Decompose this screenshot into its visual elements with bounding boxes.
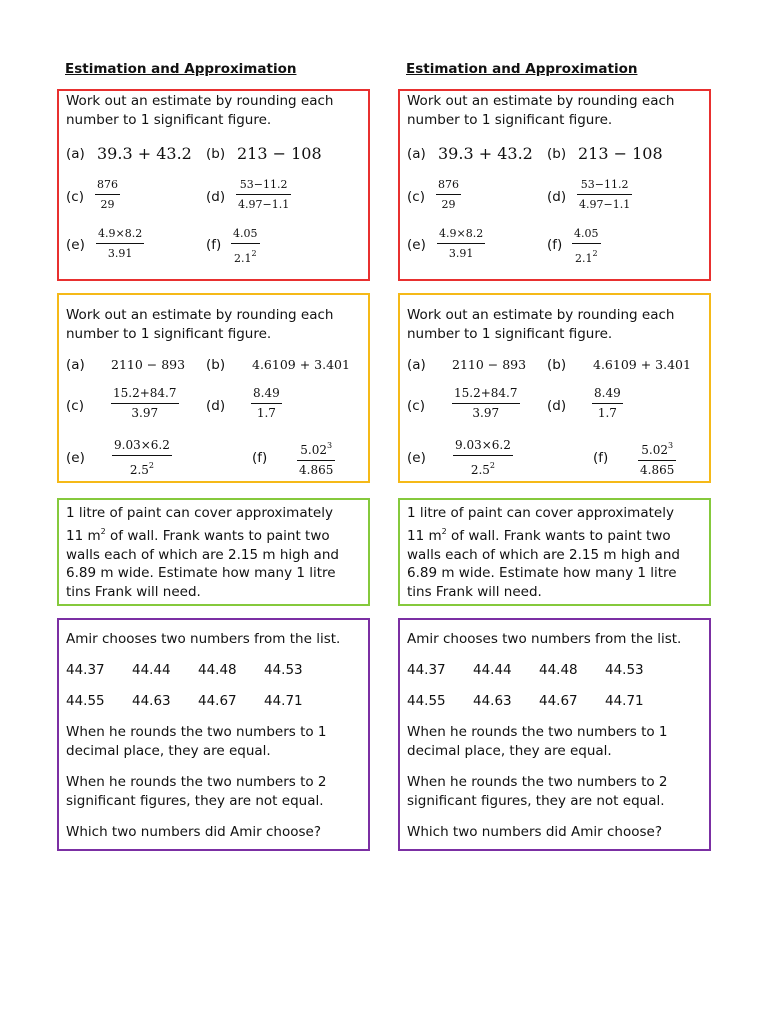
red-question-box — [398, 89, 711, 281]
red-instruction — [66, 92, 333, 130]
part-c-denominator: 29 — [441, 198, 456, 211]
part-e-label: (e) — [66, 450, 85, 466]
number-list-row-1 — [66, 662, 330, 678]
part-e-denominator-exponent: 2 — [489, 461, 496, 470]
paint-problem-line-5: tins Frank will need. — [66, 584, 201, 601]
part-f-denominator-base: 2.1 — [233, 252, 252, 265]
list-number: 44.48 — [539, 662, 578, 678]
decimal-condition-line-2: decimal place, they are equal. — [66, 742, 271, 759]
part-a-expression: 39.3 + 43.2 — [438, 144, 533, 163]
yellow-instruction-line-1: Work out an estimate by rounding each — [407, 307, 675, 323]
list-number: 44.55 — [407, 693, 446, 709]
part-f-numerator — [297, 438, 335, 461]
part-e-fraction — [437, 226, 485, 261]
part-c-label: (c) — [407, 189, 425, 205]
number-list-row-2 — [66, 693, 330, 709]
sig-fig-condition — [407, 773, 668, 811]
part-a-label: (a) — [407, 357, 426, 373]
paint-area-value: 11 m — [407, 527, 442, 544]
decimal-condition-line-1: When he rounds the two numbers to 1 — [407, 724, 668, 740]
part-b-label: (b) — [206, 146, 226, 162]
list-number: 44.71 — [264, 693, 303, 709]
paint-problem-line-5: tins Frank will need. — [407, 584, 542, 601]
part-d-fraction — [592, 386, 623, 421]
decimal-condition — [66, 723, 327, 761]
part-c-fraction — [95, 177, 120, 212]
number-list-row-1 — [407, 662, 671, 678]
paint-problem-text — [407, 504, 680, 602]
part-d-fraction — [251, 386, 282, 421]
part-c-label: (c) — [66, 398, 84, 414]
paint-problem-line-4: 6.89 m wide. Estimate how many 1 litre — [407, 565, 677, 582]
red-instruction — [407, 92, 674, 130]
part-d-numerator: 53−11.2 — [577, 177, 632, 195]
red-instruction-line-1: Work out an estimate by rounding each — [407, 93, 675, 109]
part-e-numerator: 4.9×8.2 — [96, 226, 144, 244]
yellow-question-box — [398, 293, 711, 483]
paint-problem-line-2 — [407, 523, 680, 546]
part-f-numerator-base: 5.02 — [641, 443, 668, 457]
part-e-numerator: 9.03×6.2 — [453, 438, 513, 456]
part-f-fraction — [231, 226, 260, 266]
list-number: 44.48 — [198, 662, 237, 678]
paint-problem-line-4: 6.89 m wide. Estimate how many 1 litre — [66, 565, 336, 582]
list-number: 44.53 — [605, 662, 644, 678]
yellow-question-box — [57, 293, 370, 483]
part-f-numerator-base: 5.02 — [300, 443, 327, 457]
list-number: 44.37 — [407, 662, 446, 678]
part-d-fraction — [236, 177, 291, 212]
yellow-instruction-line-2: number to 1 significant figure. — [407, 325, 613, 342]
part-f-denominator-base: 2.1 — [574, 252, 593, 265]
part-a-expression: 2110 − 893 — [452, 357, 527, 372]
list-number: 44.63 — [473, 693, 512, 709]
sig-fig-condition-line-1: When he rounds the two numbers to 2 — [66, 774, 327, 790]
part-f-denominator-exponent: 2 — [592, 249, 598, 258]
part-c-fraction — [452, 386, 520, 421]
part-c-label: (c) — [407, 398, 425, 414]
list-number: 44.71 — [605, 693, 644, 709]
part-f-fraction — [297, 438, 335, 478]
sig-fig-condition-line-1: When he rounds the two numbers to 2 — [407, 774, 668, 790]
squared-exponent: 2 — [100, 526, 106, 536]
part-f-denominator — [572, 244, 601, 266]
paint-problem-line-3: walls each of which are 2.15 m high and — [66, 546, 339, 563]
paint-area-value: 11 m — [66, 527, 101, 544]
part-d-fraction — [577, 177, 632, 212]
part-b-expression: 4.6109 + 3.401 — [593, 357, 691, 372]
part-e-denominator-base: 2.5 — [470, 463, 490, 477]
list-number: 44.55 — [66, 693, 105, 709]
worksheet-title: Estimation and Approximation — [65, 61, 297, 77]
part-b-expression: 213 − 108 — [237, 144, 322, 163]
part-c-denominator: 3.97 — [131, 406, 159, 420]
amir-question: Which two numbers did Amir choose? — [66, 824, 321, 840]
part-f-numerator: 4.05 — [231, 226, 260, 244]
part-e-denominator-exponent: 2 — [148, 461, 155, 470]
part-b-label: (b) — [206, 357, 226, 373]
part-c-fraction — [436, 177, 461, 212]
part-f-label: (f) — [252, 450, 268, 466]
part-f-numerator: 4.05 — [572, 226, 601, 244]
sig-fig-condition-line-2: significant figures, they are not equal. — [66, 792, 324, 809]
list-number: 44.67 — [198, 693, 237, 709]
sig-fig-condition — [66, 773, 327, 811]
part-c-denominator: 3.97 — [472, 406, 500, 420]
part-f-fraction — [638, 438, 676, 478]
part-b-label: (b) — [547, 146, 567, 162]
part-c-numerator: 876 — [436, 177, 461, 195]
part-b-label: (b) — [547, 357, 567, 373]
part-e-fraction — [453, 438, 513, 478]
part-b-expression: 4.6109 + 3.401 — [252, 357, 350, 372]
part-c-numerator: 876 — [95, 177, 120, 195]
paint-problem-line-2 — [66, 523, 339, 546]
part-e-numerator: 4.9×8.2 — [437, 226, 485, 244]
part-e-denominator: 3.91 — [448, 247, 474, 260]
part-e-label: (e) — [407, 450, 426, 466]
part-d-denominator: 1.7 — [597, 406, 617, 420]
part-f-denominator — [231, 244, 260, 266]
paint-problem-line-3: walls each of which are 2.15 m high and — [407, 546, 680, 563]
part-f-numerator-exponent: 3 — [326, 441, 333, 450]
part-d-label: (d) — [206, 398, 226, 414]
part-f-numerator-exponent: 3 — [667, 441, 674, 450]
part-d-denominator: 1.7 — [256, 406, 276, 420]
part-c-label: (c) — [66, 189, 84, 205]
yellow-instruction-line-2: number to 1 significant figure. — [66, 325, 272, 342]
part-e-fraction — [112, 438, 172, 478]
part-f-denominator: 4.865 — [640, 463, 675, 477]
paint-problem-line-1: 1 litre of paint can cover approximately — [407, 505, 674, 521]
part-e-denominator: 3.91 — [107, 247, 133, 260]
part-d-numerator: 8.49 — [251, 386, 282, 404]
list-number: 44.67 — [539, 693, 578, 709]
purple-question-box — [398, 618, 711, 851]
amir-intro: Amir chooses two numbers from the list. — [407, 631, 682, 647]
part-d-numerator: 53−11.2 — [236, 177, 291, 195]
part-c-denominator: 29 — [100, 198, 115, 211]
part-a-label: (a) — [66, 357, 85, 373]
red-instruction-line-2: number to 1 significant figure. — [66, 111, 272, 128]
part-a-expression: 2110 − 893 — [111, 357, 186, 372]
amir-question: Which two numbers did Amir choose? — [407, 824, 662, 840]
yellow-instruction — [66, 306, 333, 344]
part-e-label: (e) — [407, 237, 426, 253]
part-d-label: (d) — [547, 189, 567, 205]
part-f-label: (f) — [593, 450, 609, 466]
amir-intro: Amir chooses two numbers from the list. — [66, 631, 341, 647]
part-c-numerator: 15.2+84.7 — [111, 386, 179, 404]
part-d-label: (d) — [206, 189, 226, 205]
purple-question-box — [57, 618, 370, 851]
number-list-row-2 — [407, 693, 671, 709]
green-question-box — [57, 498, 370, 606]
decimal-condition-line-2: decimal place, they are equal. — [407, 742, 612, 759]
green-question-box — [398, 498, 711, 606]
part-f-label: (f) — [206, 237, 222, 253]
part-c-numerator: 15.2+84.7 — [452, 386, 520, 404]
red-instruction-line-1: Work out an estimate by rounding each — [66, 93, 334, 109]
part-f-fraction — [572, 226, 601, 266]
part-f-denominator: 4.865 — [299, 463, 334, 477]
part-a-label: (a) — [66, 146, 85, 162]
part-d-denominator: 4.97−1.1 — [579, 198, 631, 211]
worksheet-title: Estimation and Approximation — [406, 61, 638, 77]
part-d-numerator: 8.49 — [592, 386, 623, 404]
yellow-instruction — [407, 306, 674, 344]
part-a-label: (a) — [407, 146, 426, 162]
paint-problem-text — [66, 504, 339, 602]
part-e-numerator: 9.03×6.2 — [112, 438, 172, 456]
part-e-denominator — [453, 456, 513, 478]
part-f-label: (f) — [547, 237, 563, 253]
part-a-expression: 39.3 + 43.2 — [97, 144, 192, 163]
part-e-denominator — [112, 456, 172, 478]
list-number: 44.63 — [132, 693, 171, 709]
part-f-numerator — [638, 438, 676, 461]
list-number: 44.53 — [264, 662, 303, 678]
part-e-label: (e) — [66, 237, 85, 253]
list-number: 44.44 — [473, 662, 512, 678]
decimal-condition-line-1: When he rounds the two numbers to 1 — [66, 724, 327, 740]
red-instruction-line-2: number to 1 significant figure. — [407, 111, 613, 128]
paint-problem-line-1: 1 litre of paint can cover approximately — [66, 505, 333, 521]
list-number: 44.44 — [132, 662, 171, 678]
squared-exponent: 2 — [441, 526, 447, 536]
list-number: 44.37 — [66, 662, 105, 678]
part-d-denominator: 4.97−1.1 — [238, 198, 290, 211]
red-question-box — [57, 89, 370, 281]
part-c-fraction — [111, 386, 179, 421]
part-e-fraction — [96, 226, 144, 261]
paint-problem-line-2-rest: of wall. Frank wants to paint two — [105, 527, 330, 544]
decimal-condition — [407, 723, 668, 761]
yellow-instruction-line-1: Work out an estimate by rounding each — [66, 307, 334, 323]
part-d-label: (d) — [547, 398, 567, 414]
part-e-denominator-base: 2.5 — [129, 463, 149, 477]
part-b-expression: 213 − 108 — [578, 144, 663, 163]
paint-problem-line-2-rest: of wall. Frank wants to paint two — [446, 527, 671, 544]
part-f-denominator-exponent: 2 — [251, 249, 257, 258]
sig-fig-condition-line-2: significant figures, they are not equal. — [407, 792, 665, 809]
